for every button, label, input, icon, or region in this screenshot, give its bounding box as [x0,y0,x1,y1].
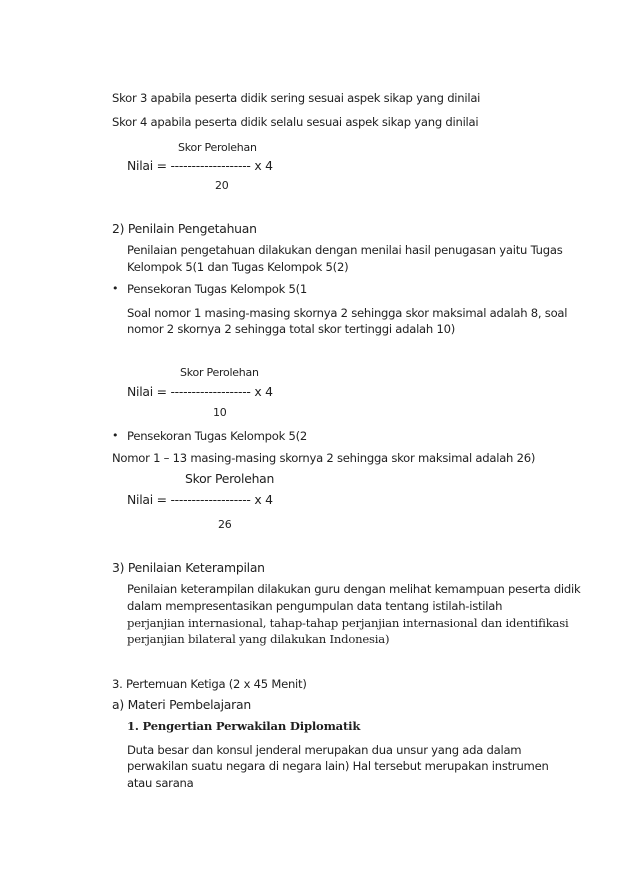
section2-para-line2: Kelompok 5(1 dan Tugas Kelompok 5(2) [127,260,349,274]
bullet1-label: Pensekoran Tugas Kelompok 5(1 [127,282,308,296]
pertemuan-heading: 3. Pertemuan Ketiga (2 x 45 Menit) [112,677,307,691]
formula2-numerator: Skor Perolehan [180,366,259,379]
formula1-denominator: 20 [215,179,229,192]
formula1-equation: Nilai = ------------------- x 4 [127,158,273,173]
formula3-numerator: Skor Perolehan [185,471,275,486]
skor-3-line: Skor 3 apabila peserta didik sering sesuai aspek sikap yang dinilai [112,91,481,105]
bullet-1: • [112,282,119,295]
materi-subheading: a) Materi Pembelajaran [112,697,251,712]
section2-heading: 2) Penilain Pengetahuan [112,221,257,236]
formula1-numerator: Skor Perolehan [178,141,257,154]
skor-4-line: Skor 4 apabila peserta didik selalu sesuai aspek sikap yang dinilai [112,115,479,129]
formula3-denominator: 26 [218,518,232,531]
pertemuan-line2: perwakilan suatu negara di negara lain) Hal tersebut merupakan instrumen [127,759,549,773]
bullet1-line2: nomor 2 skornya 2 sehingga total skor tertinggi adalah 10) [127,322,455,336]
pertemuan-line3: atau sarana [127,776,194,790]
formula2-denominator: 10 [213,406,227,419]
bullet-2: • [112,429,119,442]
section3-line2: dalam mempresentasikan pengumpulan data tentang istilah-istilah [127,599,503,613]
section3-heading: 3) Penilaian Keterampilan [112,560,265,575]
section2-para-line1: Penilaian pengetahuan dilakukan dengan menilai hasil penugasan yaitu Tugas [127,243,563,257]
section3-line4: perjanjian bilateral yang dilakukan Indonesia) [127,632,390,646]
bullet1-line1: Soal nomor 1 masing-masing skornya 2 sehingga skor maksimal adalah 8, soal [127,306,568,320]
formula2-equation: Nilai = ------------------- x 4 [127,384,273,399]
pengertian-title: 1. Pengertian Perwakilan Diplomatik [127,719,361,733]
section3-line1: Penilaian keterampilan dilakukan guru dengan melihat kemampuan peserta didik [127,582,581,596]
nomor-line: Nomor 1 – 13 masing-masing skornya 2 sehingga skor maksimal adalah 26) [112,451,536,465]
section3-line3: perjanjian internasional, tahap-tahap perjanjian internasional dan identifikasi [127,616,569,630]
formula3-equation: Nilai = ------------------- x 4 [127,492,273,507]
pertemuan-line1: Duta besar dan konsul jenderal merupakan dua unsur yang ada dalam [127,743,522,757]
bullet2-label: Pensekoran Tugas Kelompok 5(2 [127,429,308,443]
